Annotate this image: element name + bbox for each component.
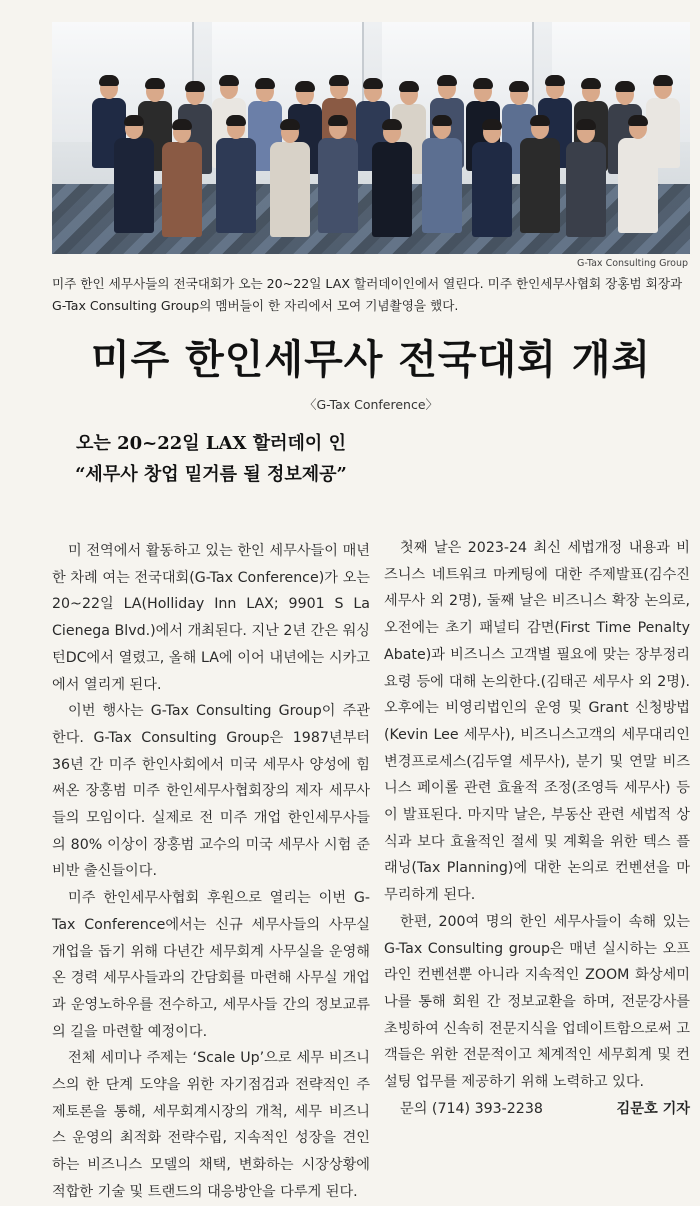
article-paragraph-1: 미 전역에서 활동하고 있는 한인 세무사들이 매년 한 차례 여는 전국대회(G-Tax Conference)가 오는 20~22일 LA(Holliday Inn LAX; 9901 S La Cienega Blvd.)에서 개최된다. 지난 2년 간은 워싱턴DC에서 열렸고, 올해 LA에 이어 내년에는 시카고에서 열리게 된다. [52, 543, 370, 693]
headline: 미주 한인세무사 전국대회 개최 [90, 336, 652, 383]
article-column-left [52, 538, 370, 1206]
article-paragraph-4-text: 전체 세미나 주제는 ‘Scale Up’으로 세무 비즈니스의 한 단계 도약을 위한 자기점검과 전략적인 주제토론을 통해, 세무회계시장의 개척, 세무 비즈니스 운영의 최적화 전략수립, 지속적인 성장을 견인하는 비즈니스 모델의 채택, 변화하는 시장상황에 적합한 기술 및 트랜드의 대응방안을 다루게 된다. [52, 1050, 370, 1200]
article-paragraph-5: 첫째 날은 2023-24 최신 세법개정 내용과 비즈니스 네트워크 마케팅에 대한 주제발표(김수진 세무사 외 2명), 둘째 날은 비즈니스 확장 논의로, 오전에는 초기 패널티 감면(First Time Penalty Abate)과 비즈니스 고객별 필요에 맞는 장부정리 요령 등에 대해 논의한다.(김태곤 세무사 외 2명). 오후에는 비영리법인의 운영 및 Grant 신청방법(Kevin Lee 세무사), 비즈니스고객의 세무대리인 변경프로세스(김두열 세무사), 분기 및 연말 비즈니스 페이롤 관련 효율적 조정(조영득 세무사) 등이 발표된다. 마지막 날은, 부동산 관련 세법적 상식과 보다 효율적인 절세 및 계획을 위한 텍스 플래닝(Tax Planning)에 대한 논의로 컨벤션을 마무리하게 된다. [384, 540, 690, 904]
photo-credit: G-Tax Consulting Group [576, 258, 688, 269]
group-photo [52, 22, 690, 254]
sub-headline: 〈G-Tax Conference〉 [303, 397, 439, 412]
deck-heading [52, 428, 370, 490]
article-paragraph-2: 이번 행사는 G-Tax Consulting Group이 주관한다. G-Tax Consulting Group은 1987년부터 36년 간 미주 한인사회에서 미국 세무사 양성에 힘 써온 장홍범 미주 한인세무사협회장의 제자 세무사들의 모임이다. 실제로 전 미주 개업 한인세무사들의 80% 이상이 장홍범 교수의 미국 세무사 시험 준비반 출신들이다. [52, 703, 370, 880]
article-paragraph-3: 미주 한인세무사협회 후원으로 열리는 이번 G-Tax Conference에서는 신규 세무사들의 사무실 개업을 돕기 위해 다년간 세무회계 사무실을 운영해 온 경력 세무사들과의 간담회를 마련해 사무실 개업과 운영노하우를 전수하고, 세무사들 간의 정보교류의 길을 마련할 예정이다. [52, 890, 370, 1040]
contact-phone: 문의 (714) 393-2238 [400, 1100, 543, 1117]
article-paragraph-4 [52, 1045, 370, 1205]
contact-line [384, 1096, 690, 1123]
byline: 김문호 기자 [616, 1100, 690, 1117]
deck-line-2: “세무사 창업 밑거름 될 정보제공” [75, 464, 347, 485]
photo-caption: 미주 한인 세무사들의 전국대회가 오는 20~22일 LAX 할러데이인에서 열린다. 미주 한인세무사협회 장홍범 회장과 G-Tax Consulting Group의 멤버들이 한 자리에서 모여 기념촬영을 했다. [52, 276, 683, 313]
deck-line-1: 오는 20~22일 LAX 할러데이 인 [76, 433, 346, 454]
article-column-right [384, 428, 690, 1122]
article-paragraph-6: 한편, 200여 명의 한인 세무사들이 속해 있는 G-Tax Consulting group은 매년 실시하는 오프라인 컨벤션뿐 아니라 지속적인 ZOOM 화상세미나를 통해 회원 간 정보교환을 하며, 전문강사를 초빙하여 신속히 전문지식을 업데이트함으로써 고객들은 위한 전문적이고 체계적인 세무회계 및 컨설팅 업무를 제공하기 위해 노력하고 있다. [384, 913, 690, 1091]
